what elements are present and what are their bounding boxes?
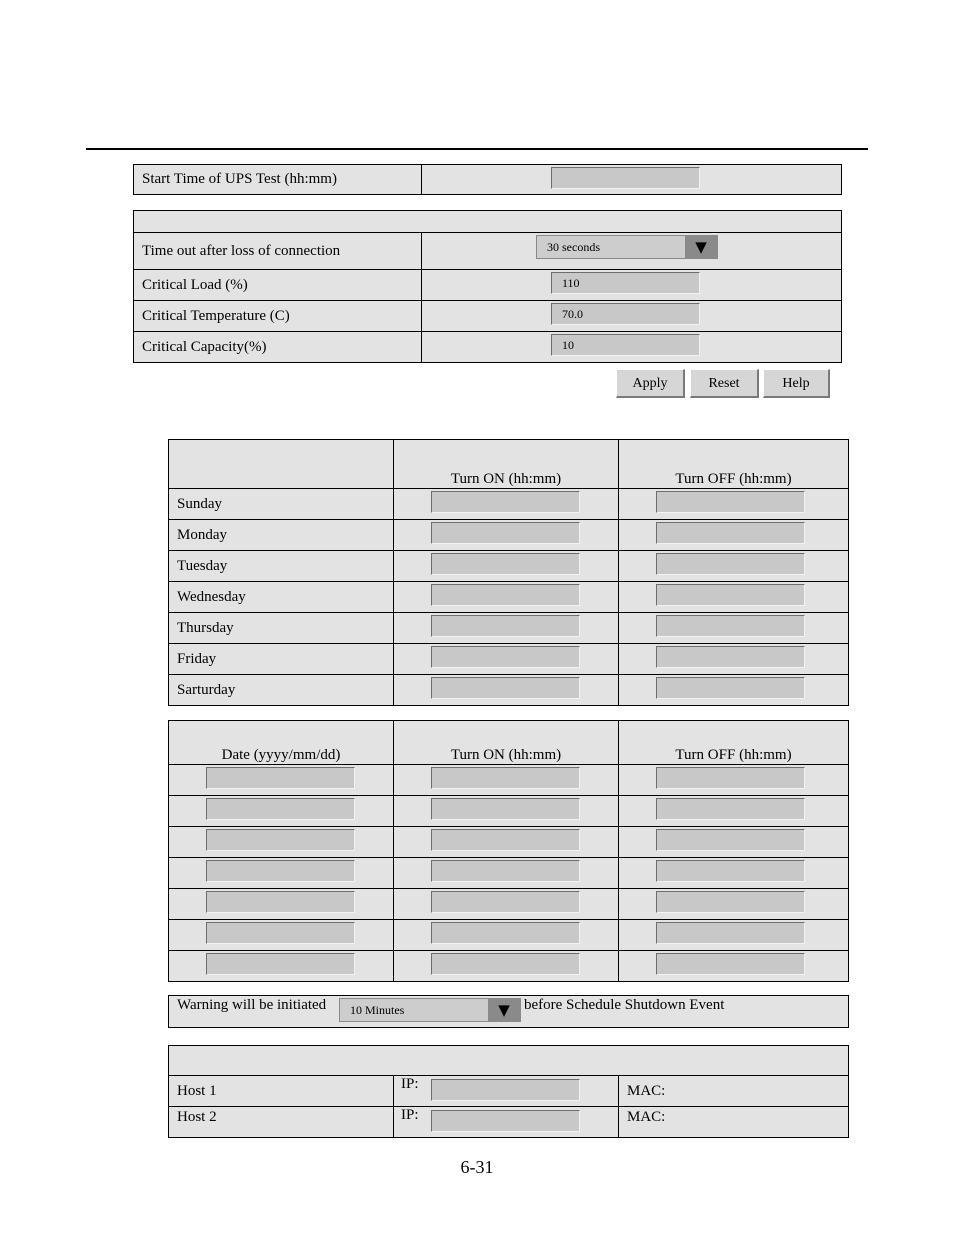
host-ip-input[interactable] [431, 1079, 580, 1101]
table-row [169, 796, 849, 827]
top-rule [86, 148, 868, 150]
critical-temperature-input[interactable]: 70.0 [551, 303, 700, 325]
day-label: Friday [177, 650, 217, 667]
turn-on-input[interactable] [431, 491, 580, 513]
table-row [169, 551, 849, 582]
table-row [169, 951, 849, 982]
turn-off-input[interactable] [656, 491, 805, 513]
turn-off-input[interactable] [656, 860, 805, 882]
warning-lead-value: 10 Minutes [350, 1003, 405, 1017]
date-input[interactable] [206, 922, 355, 944]
turn-off-input[interactable] [656, 767, 805, 789]
host-name: Host 2 [177, 1108, 217, 1125]
turn-on-input[interactable] [431, 584, 580, 606]
date-input[interactable] [206, 953, 355, 975]
day-label: Monday [177, 526, 227, 543]
turn-off-input[interactable] [656, 553, 805, 575]
turn-on-input[interactable] [431, 677, 580, 699]
threshold-table [133, 210, 842, 363]
help-button[interactable]: Help [763, 369, 830, 398]
table-row [169, 582, 849, 613]
turn-off-input[interactable] [656, 615, 805, 637]
reset-button[interactable]: Reset [690, 369, 759, 398]
table-row [169, 644, 849, 675]
mac-label: MAC: [627, 1108, 666, 1125]
critical-capacity-label: Critical Capacity(%) [142, 338, 267, 355]
start-time-input[interactable] [551, 167, 700, 189]
warning-lead-select[interactable] [339, 998, 521, 1022]
turn-on-input[interactable] [431, 953, 580, 975]
weekly-schedule-table [168, 439, 849, 706]
turn-off-input[interactable] [656, 922, 805, 944]
turn-off-input[interactable] [656, 646, 805, 668]
day-label: Sarturday [177, 681, 236, 698]
table-row [169, 827, 849, 858]
ups-test-table [133, 164, 842, 195]
host-name: Host 1 [177, 1082, 217, 1099]
threshold-header-row [134, 211, 842, 233]
day-label: Wednesday [177, 588, 246, 605]
date-schedule-table [168, 720, 849, 982]
chevron-down-icon[interactable]: ▼ [685, 236, 717, 258]
critical-load-label: Critical Load (%) [142, 276, 248, 293]
warning-prefix: Warning will be initiated [177, 997, 327, 1013]
weekly-on-header: Turn ON (hh:mm) [450, 471, 562, 487]
critical-load-input[interactable]: 110 [551, 272, 700, 294]
date-off-header: Turn OFF (hh:mm) [675, 747, 792, 763]
turn-off-input[interactable] [656, 953, 805, 975]
table-row [169, 920, 849, 951]
turn-on-input[interactable] [431, 922, 580, 944]
turn-on-input[interactable] [431, 522, 580, 544]
table-row [169, 675, 849, 706]
hosts-table [168, 1045, 849, 1138]
turn-off-input[interactable] [656, 677, 805, 699]
turn-on-input[interactable] [431, 860, 580, 882]
ip-label: IP: [401, 1107, 419, 1123]
chevron-down-icon[interactable]: ▼ [488, 999, 520, 1021]
hosts-header-row [169, 1046, 849, 1076]
table-row [169, 889, 849, 920]
turn-on-input[interactable] [431, 767, 580, 789]
warning-table [168, 995, 849, 1028]
timeout-select[interactable] [536, 235, 718, 259]
host-ip-input[interactable] [431, 1110, 580, 1132]
date-input[interactable] [206, 860, 355, 882]
turn-off-input[interactable] [656, 798, 805, 820]
date-input[interactable] [206, 891, 355, 913]
turn-on-input[interactable] [431, 615, 580, 637]
day-label: Sunday [177, 495, 222, 512]
date-input[interactable] [206, 767, 355, 789]
table-row [169, 765, 849, 796]
date-header: Date (yyyy/mm/dd) [221, 747, 341, 763]
turn-on-input[interactable] [431, 891, 580, 913]
date-input[interactable] [206, 798, 355, 820]
table-row [169, 858, 849, 889]
day-label: Tuesday [177, 557, 228, 574]
warning-suffix: before Schedule Shutdown Event [524, 997, 725, 1013]
day-label: Thursday [177, 619, 234, 636]
turn-off-input[interactable] [656, 891, 805, 913]
date-input[interactable] [206, 829, 355, 851]
ip-label: IP: [401, 1076, 419, 1092]
critical-capacity-input[interactable]: 10 [551, 334, 700, 356]
turn-off-input[interactable] [656, 522, 805, 544]
table-row [169, 489, 849, 520]
page-number: 6-31 [460, 1157, 494, 1177]
turn-on-input[interactable] [431, 553, 580, 575]
critical-temperature-label: Critical Temperature (C) [142, 307, 290, 324]
turn-on-input[interactable] [431, 829, 580, 851]
weekly-off-header: Turn OFF (hh:mm) [675, 471, 792, 487]
table-row [169, 520, 849, 551]
mac-label: MAC: [627, 1082, 666, 1099]
turn-on-input[interactable] [431, 646, 580, 668]
timeout-select-value: 30 seconds [547, 240, 600, 254]
turn-on-input[interactable] [431, 798, 580, 820]
start-time-label: Start Time of UPS Test (hh:mm) [142, 171, 337, 187]
table-row [169, 613, 849, 644]
turn-off-input[interactable] [656, 584, 805, 606]
date-on-header: Turn ON (hh:mm) [450, 747, 562, 763]
weekly-day-header [169, 440, 394, 489]
timeout-label: Time out after loss of connection [142, 242, 341, 259]
apply-button[interactable]: Apply [616, 369, 685, 398]
turn-off-input[interactable] [656, 829, 805, 851]
